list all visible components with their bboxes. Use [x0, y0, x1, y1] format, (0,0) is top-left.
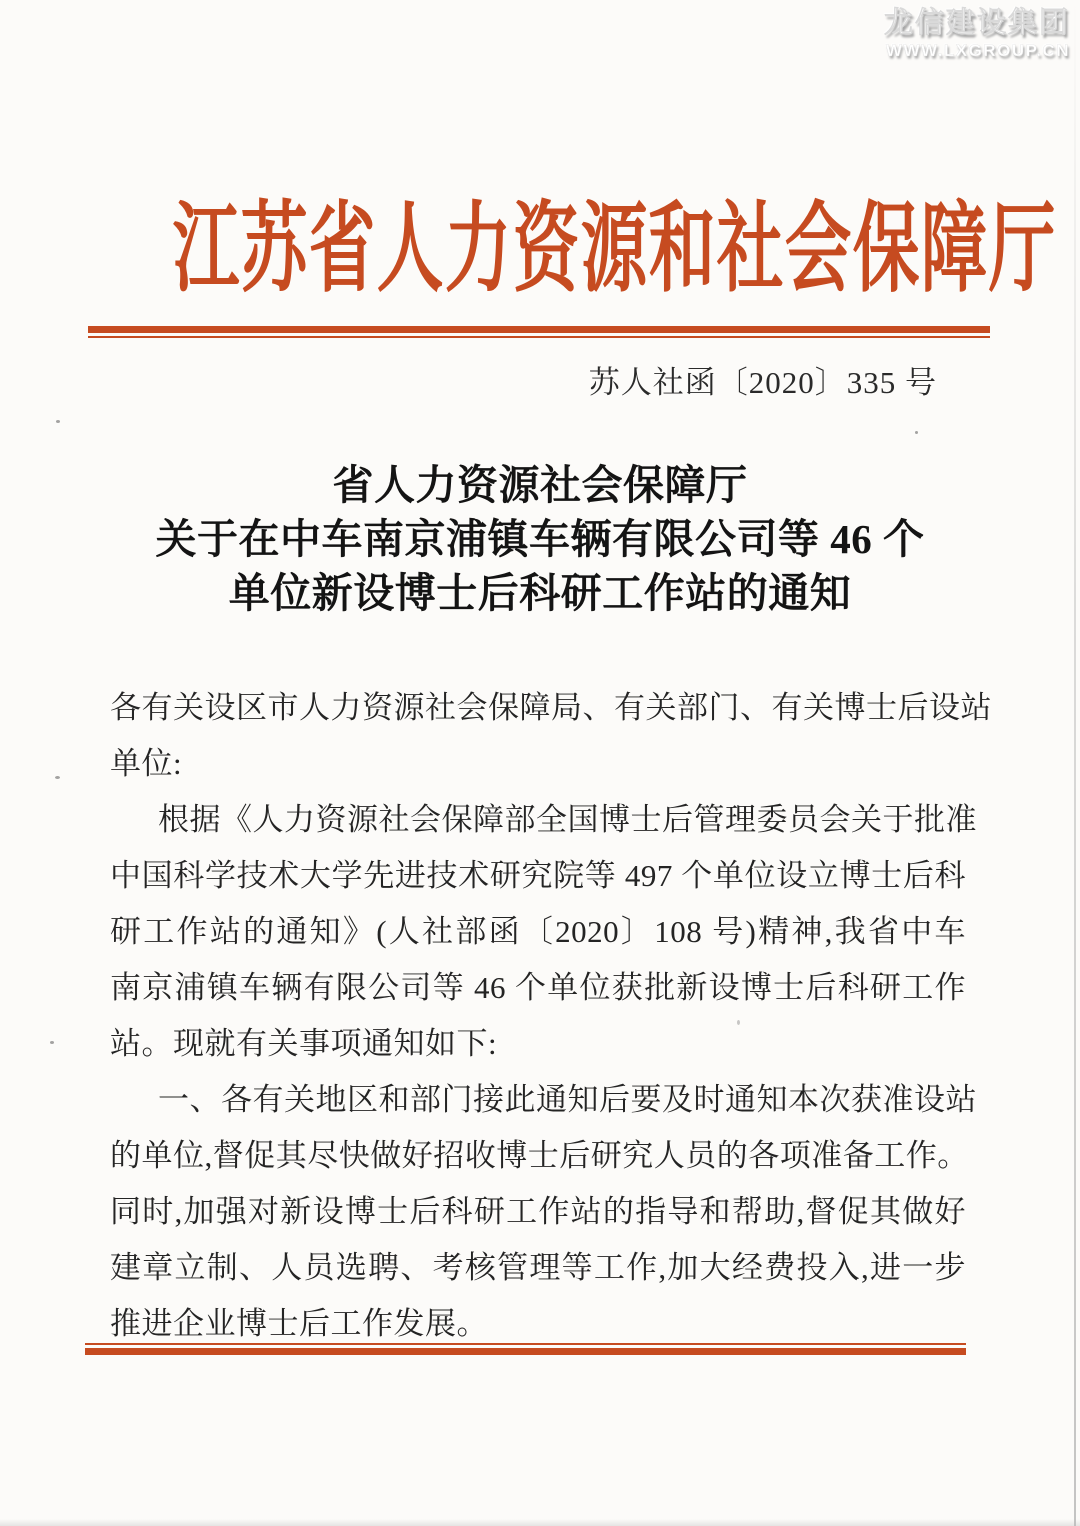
- body-line: 推进企业博士后工作发展。: [110, 1306, 488, 1341]
- body-line: 各有关设区市人力资源社会保障局、有关部门、有关博士后设站: [110, 690, 992, 725]
- letterhead-rule-top: [88, 326, 990, 338]
- body-line: 的单位,督促其尽快做好招收博士后研究人员的各项准备工作。: [110, 1138, 969, 1173]
- rule-thin-bar: [88, 336, 990, 338]
- corporate-watermark: [884, 6, 1070, 61]
- scan-speck: [56, 420, 60, 423]
- document-title-line: 省人力资源社会保障厅: [332, 462, 748, 508]
- body-line: 中国科学技术大学先进技术研究院等 497 个单位设立博士后科: [110, 858, 966, 893]
- scan-speck: [55, 776, 60, 779]
- body-line: 建章立制、人员选聘、考核管理等工作,加大经费投入,进一步: [110, 1250, 966, 1285]
- rule-thick-bar: [88, 326, 990, 333]
- scan-edge-bottom: [0, 1519, 1080, 1526]
- body-line: 站。现就有关事项通知如下:: [110, 1026, 498, 1061]
- footer-rule-bottom: [85, 1343, 966, 1355]
- body-line: 南京浦镇车辆有限公司等 46 个单位获批新设博士后科研工作: [110, 970, 966, 1005]
- letterhead-agency-name: 江苏省人力资源和社会保障厅: [172, 196, 1057, 304]
- document-title-line: 单位新设博士后科研工作站的通知: [228, 570, 852, 616]
- document-title-line: 关于在中车南京浦镇车辆有限公司等 46 个: [155, 516, 925, 562]
- document-title: [0, 458, 1080, 620]
- document-number: 苏人社函〔2020〕335 号: [588, 365, 937, 400]
- body-line: 研工作站的通知》(人社部函〔2020〕108 号)精神,我省中车: [110, 914, 966, 949]
- body-line: 单位:: [110, 746, 183, 781]
- rule-thick-bar: [85, 1348, 966, 1355]
- scan-speck: [50, 1041, 54, 1044]
- body-line: 根据《人力资源社会保障部全国博士后管理委员会关于批准: [158, 802, 977, 837]
- watermark-company-name: 龙信建设集团: [883, 7, 1070, 39]
- scan-speck: [915, 431, 918, 434]
- body-line: 一、各有关地区和部门接此通知后要及时通知本次获准设站: [158, 1082, 977, 1117]
- body-line: 同时,加强对新设博士后科研工作站的指导和帮助,督促其做好: [110, 1194, 966, 1229]
- document-body: [110, 680, 992, 1352]
- watermark-website-url: WWW.LXGROUP.CN: [885, 41, 1070, 60]
- scan-edge-right: [1074, 0, 1076, 1526]
